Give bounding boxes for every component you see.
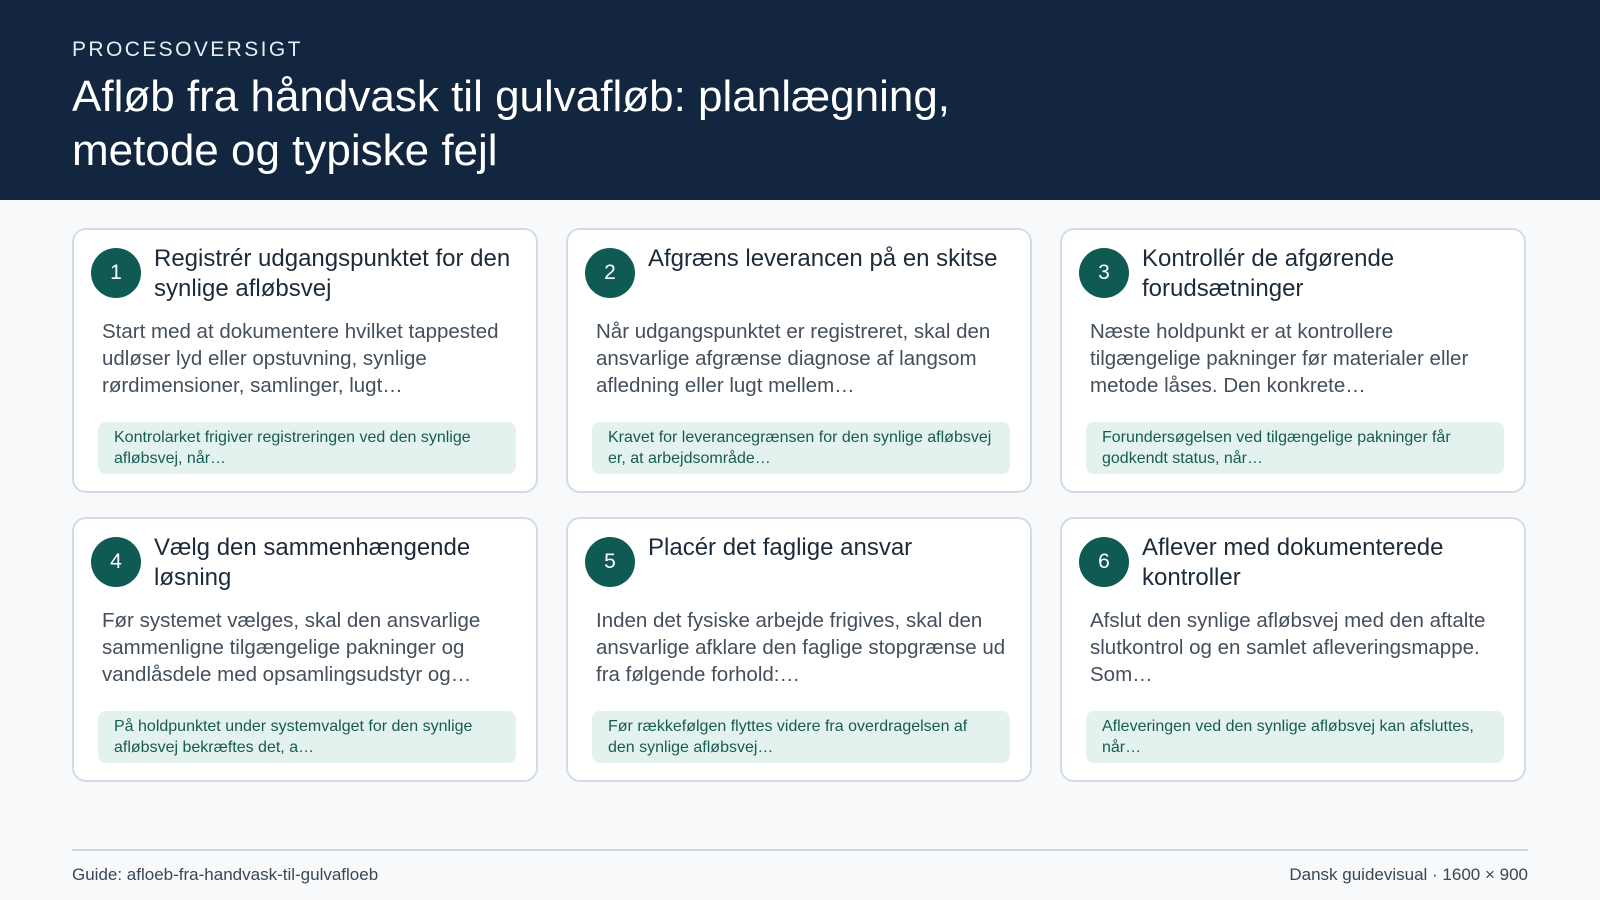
- step-card-6: [1060, 517, 1526, 782]
- step-description: Før systemet vælges, skal den ansvarlige sammenligne tilgængelige pakninger og vandlåsdele med opsamlingsudstyr og…: [102, 609, 481, 686]
- step-number-badge: 4: [91, 537, 141, 587]
- page-header: [0, 0, 1600, 200]
- step-note: Forundersøgelsen ved tilgængelige pakninger får godkendt status, når…: [1086, 422, 1504, 474]
- step-card-5: [566, 517, 1032, 782]
- step-number-badge: 2: [585, 248, 635, 298]
- step-title: Placér det faglige ansvar: [648, 534, 913, 561]
- eyebrow-label: PROCESOVERSIGT: [72, 38, 303, 61]
- step-description: Næste holdpunkt er at kontrollere tilgængelige pakninger før materialer eller metode låses. Den konkrete…: [1090, 320, 1469, 397]
- footer-format-label: Dansk guidevisual · 1600 × 900: [1289, 865, 1528, 884]
- step-note: Afleveringen ved den synlige afløbsvej kan afsluttes, når…: [1086, 711, 1504, 763]
- step-grid: [72, 228, 1528, 782]
- step-card-2: [566, 228, 1032, 493]
- step-description: Når udgangspunktet er registreret, skal den ansvarlige afgrænse diagnose af langsom afledning eller lugt mellem…: [596, 320, 991, 397]
- step-card-3: [1060, 228, 1526, 493]
- step-number-badge: 3: [1079, 248, 1129, 298]
- step-number-badge: 1: [91, 248, 141, 298]
- page-title: Afløb fra håndvask til gulvafløb: planlægning, metode og typiske fejl: [72, 72, 951, 175]
- footer-guide-slug: Guide: afloeb-fra-handvask-til-gulvafloeb: [72, 865, 379, 884]
- step-number-badge: 6: [1079, 537, 1129, 587]
- step-title: Afgræns leverancen på en skitse: [648, 245, 998, 272]
- step-note: Før rækkefølgen flyttes videre fra overdragelsen af den synlige afløbsvej…: [592, 711, 1010, 763]
- footer-divider: [72, 849, 1528, 851]
- step-title: Kontrollér de afgørende forudsætninger: [1142, 245, 1395, 302]
- step-note: På holdpunktet under systemvalget for den synlige afløbsvej bekræftes det, a…: [98, 711, 516, 763]
- step-number-badge: 5: [585, 537, 635, 587]
- step-card-4: [72, 517, 538, 782]
- step-note: Kravet for leverancegrænsen for den synlige afløbsvej er, at arbejdsområde…: [592, 422, 1010, 474]
- step-note: Kontrolarket frigiver registreringen ved den synlige afløbsvej, når…: [98, 422, 516, 474]
- step-title: Registrér udgangspunktet for den synlige afløbsvej: [154, 245, 511, 302]
- step-title: Vælg den sammenhængende løsning: [154, 534, 471, 591]
- step-card-1: [72, 228, 538, 493]
- step-description: Inden det fysiske arbejde frigives, skal den ansvarlige afklare den faglige stopgrænse ud fra følgende forhold:…: [596, 609, 1006, 686]
- step-description: Start med at dokumentere hvilket tappested udløser lyd eller opstuvning, synlige rørdimensioner, samlinger, lugt…: [102, 320, 499, 397]
- step-description: Afslut den synlige afløbsvej med den aftalte slutkontrol og en samlet afleveringsmappe. Som…: [1090, 609, 1486, 686]
- step-title: Aflever med dokumenterede kontroller: [1142, 534, 1444, 591]
